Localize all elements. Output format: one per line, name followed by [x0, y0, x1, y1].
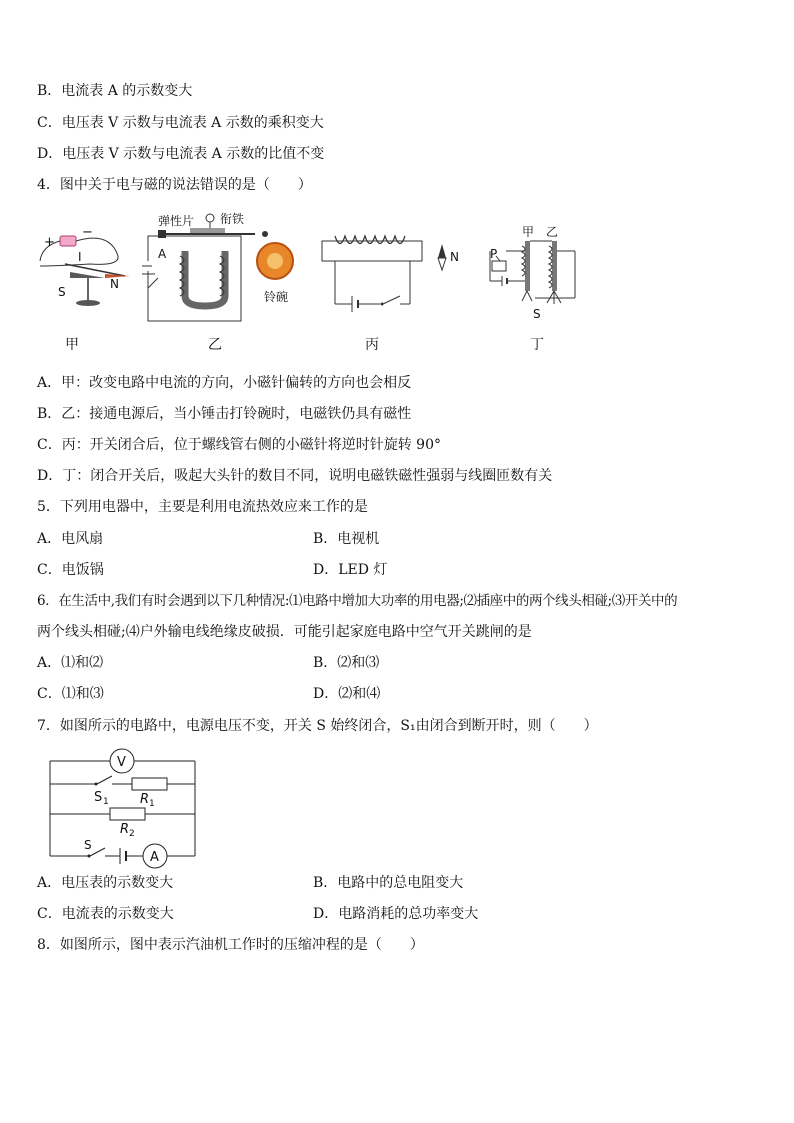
s1-label: S [94, 790, 103, 805]
q6-stem-line2: 两个线头相碰;⑷户外输电线绝缘皮破损．可能引起家庭电路中空气开关跳闸的是 [37, 624, 532, 640]
bell-label: 铃碗 [264, 290, 289, 304]
q7-option-b: B．电路中的总电阻变大 [313, 875, 464, 891]
p-label: P [490, 247, 498, 261]
q3-option-b: B．电流表 A 的示数变大 [37, 83, 193, 99]
q7-circuit-figure [40, 744, 220, 869]
q7-option-c: C．电流表的示数变大 [37, 906, 174, 922]
q6-option-a: A．⑴和⑵ [37, 655, 104, 671]
q4-option-d: D．丁：闭合开关后，吸起大头针的数目不同，说明电磁铁磁性强弱与线圈匝数有关 [37, 468, 553, 484]
q7-stem: 7．如图所示的电路中，电源电压不变，开关 S 始终闭合，S₁由闭合到断开时，则（ ） [37, 718, 598, 734]
q8-stem: 8．如图所示，图中表示汽油机工作时的压缩冲程的是（ ） [37, 937, 424, 953]
yi-label: 乙 [546, 225, 559, 239]
q4-stem: 4．图中关于电与磁的说法错误的是（ ） [37, 177, 312, 193]
caption-bing: 丙 [365, 337, 379, 353]
s-label: S [84, 838, 92, 852]
q5-option-b: B．电视机 [313, 531, 380, 547]
q4-option-c: C．丙：开关闭合后，位于螺线管右侧的小磁针将逆时针旋转 90° [37, 437, 441, 453]
figure-ding [490, 225, 575, 321]
r1-subscript: 1 [149, 799, 155, 809]
point-a-label: A [158, 247, 167, 261]
q5-option-d: D．LED 灯 [313, 562, 388, 578]
voltmeter-label: V [117, 755, 126, 770]
q6-option-c: C．⑴和⑶ [37, 686, 104, 702]
figure-yi [142, 211, 293, 321]
q7-option-d: D．电路消耗的总功率变大 [313, 906, 479, 922]
q4-option-b: B．乙：接通电源后，当小锤击打铃碗时，电磁铁仍具有磁性 [37, 406, 412, 422]
plus-label: + [44, 235, 55, 250]
figure-jia [40, 225, 130, 306]
current-label: I [78, 250, 82, 264]
caption-jia: 甲 [65, 337, 79, 353]
q7-option-a: A．电压表的示数变大 [37, 875, 174, 891]
caption-yi: 乙 [208, 337, 222, 353]
needle-n-label: N [450, 250, 459, 264]
minus-label: − [82, 225, 93, 240]
caption-ding: 丁 [530, 337, 544, 353]
armature-label: 衔铁 [220, 212, 245, 226]
q6-option-d: D．⑵和⑷ [313, 686, 381, 702]
q4-option-a: A．甲：改变电路中电流的方向，小磁针偏转的方向也会相反 [37, 375, 412, 391]
q6-option-b: B．⑵和⑶ [313, 655, 380, 671]
q5-option-c: C．电饭锅 [37, 562, 104, 578]
r1-label: R [140, 792, 150, 807]
q5-stem: 5．下列用电器中，主要是利用电流热效应来工作的是 [37, 499, 368, 515]
switch-s-label: S [533, 307, 541, 321]
spring-label: 弹性片 [158, 214, 195, 228]
s1-subscript: 1 [103, 797, 109, 807]
north-label: N [110, 277, 119, 291]
q4-figure [30, 206, 600, 356]
q3-option-c: C．电压表 V 示数与电流表 A 示数的乘积变大 [37, 115, 324, 131]
south-label: S [58, 285, 66, 299]
jia-label: 甲 [522, 225, 535, 239]
r2-subscript: 2 [129, 829, 135, 839]
figure-bing [322, 236, 459, 312]
q5-option-a: A．电风扇 [37, 531, 104, 547]
q3-option-d: D．电压表 V 示数与电流表 A 示数的比值不变 [37, 146, 325, 162]
q6-stem-line1: 6．在生活中,我们有时会遇到以下几种情况:⑴电路中增加大功率的用电器;⑵插座中的两个线头相碰;⑶开关中的 [37, 593, 678, 609]
ammeter-label: A [150, 850, 159, 865]
r2-label: R [120, 822, 130, 837]
